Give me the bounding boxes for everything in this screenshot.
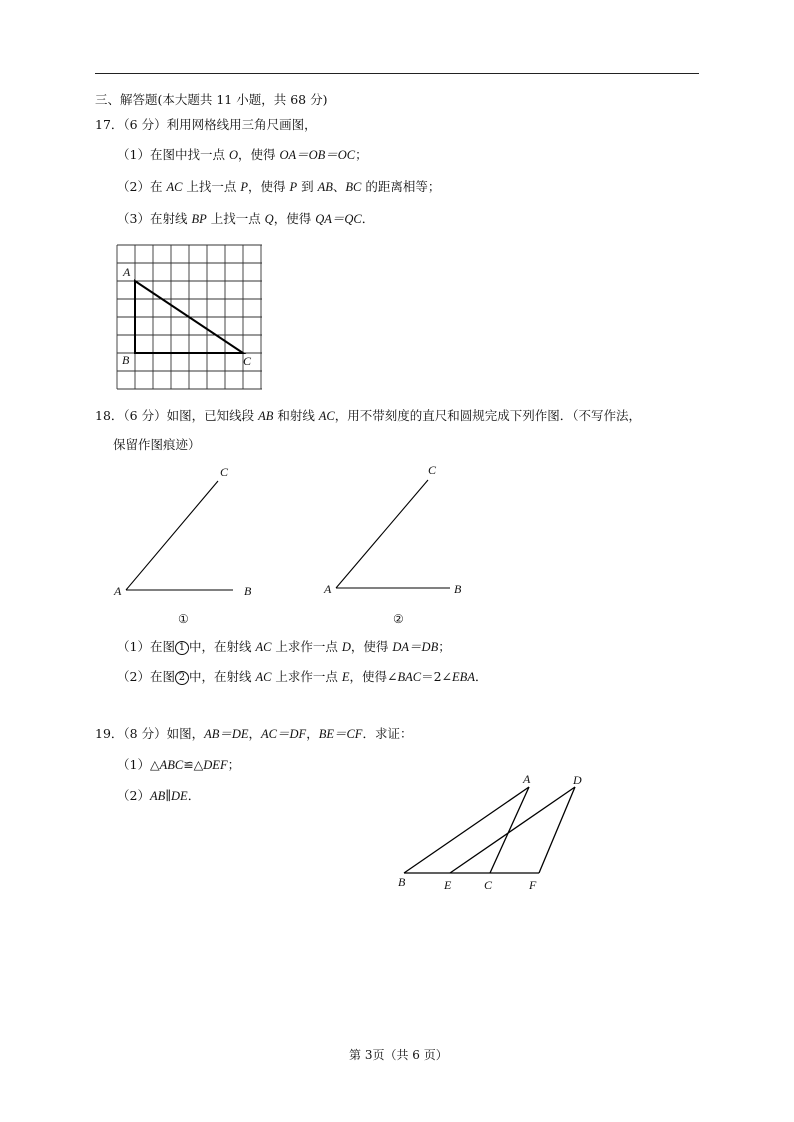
- math: AC: [166, 180, 183, 194]
- text: 和射线: [273, 408, 319, 423]
- math: Q: [264, 212, 274, 226]
- text: ．: [474, 669, 488, 684]
- q17-grid-figure: [110, 240, 270, 396]
- label-b: B: [398, 875, 406, 889]
- math: BE＝CF: [318, 727, 363, 741]
- segment-ab: [404, 787, 529, 873]
- header-rule: [95, 73, 699, 74]
- math: AC: [318, 409, 335, 423]
- q19-figure: [392, 768, 592, 898]
- q18-figure-2: [318, 458, 478, 630]
- text: 、: [332, 179, 346, 194]
- math: ABC: [159, 758, 184, 772]
- math: E: [341, 670, 350, 684]
- text: ．: [361, 211, 375, 226]
- label-b: B: [122, 353, 130, 367]
- text: （2）: [117, 788, 150, 803]
- q19-part1: [117, 757, 240, 773]
- math: AB: [317, 180, 333, 194]
- text: ；: [227, 757, 241, 772]
- text: （1）在图中找一点: [117, 147, 229, 162]
- text: 上找一点: [182, 179, 241, 194]
- text: ；: [355, 147, 368, 162]
- text: ，用不带刻度的直尺和圆规完成下列作图．（不写作法，: [334, 408, 642, 423]
- label-c: C: [220, 465, 229, 479]
- label-b: B: [244, 584, 252, 598]
- math: AC: [255, 640, 272, 654]
- text: 18．（6 分）如图，已知线段: [95, 408, 259, 423]
- q18-part1: [117, 639, 451, 655]
- text: ，使得∠: [349, 669, 398, 684]
- text: ．: [187, 788, 201, 803]
- q18-figure-1: [108, 458, 268, 630]
- text: （2）在: [117, 179, 167, 194]
- text: ，使得: [237, 147, 280, 162]
- page-footer: 第 3页（共 6 页）: [349, 1048, 448, 1062]
- text: 到: [297, 179, 318, 194]
- text: 上求作一点: [271, 669, 342, 684]
- q17-part2: [117, 179, 440, 195]
- text: ；: [438, 639, 451, 654]
- text: 19．（8 分）如图，: [95, 726, 205, 741]
- math: DA＝DB: [392, 640, 439, 654]
- math: AC: [255, 670, 272, 684]
- circled-number: 1: [175, 641, 189, 655]
- math: EBA: [452, 670, 475, 684]
- text: 上找一点: [206, 211, 265, 226]
- math: D: [341, 640, 351, 654]
- text: ∥: [165, 788, 172, 803]
- label-b: B: [454, 582, 462, 596]
- text: （1）△: [117, 757, 160, 772]
- segment-de: [450, 787, 575, 873]
- text: ，: [248, 726, 262, 741]
- math: P: [289, 180, 298, 194]
- math: BAC: [397, 670, 422, 684]
- math: AB＝DE: [204, 727, 249, 741]
- q19-heading: [95, 726, 412, 742]
- label-a: A: [114, 584, 122, 598]
- ray-ac: [126, 481, 218, 590]
- text: ，使得: [248, 179, 290, 194]
- label-c: C: [243, 354, 252, 368]
- text: 中，在射线: [188, 669, 256, 684]
- math: OA＝OB＝OC: [279, 148, 356, 162]
- text: ≌△: [183, 757, 204, 772]
- circled-number: 2: [175, 671, 189, 685]
- math: AC＝DF: [261, 727, 307, 741]
- text: ，: [306, 726, 319, 741]
- text: ，使得: [350, 639, 393, 654]
- label-a: A: [324, 582, 332, 596]
- math: DEF: [203, 758, 228, 772]
- math: P: [240, 180, 249, 194]
- label-c: C: [428, 463, 437, 477]
- math: QA＝QC: [315, 212, 362, 226]
- text: （3）在射线: [117, 211, 192, 226]
- math: AB: [149, 789, 166, 803]
- q18-heading-line2: 保留作图痕迹）: [113, 437, 201, 452]
- label-e: E: [444, 878, 452, 892]
- text: （1）在图: [117, 639, 175, 654]
- math: AB: [258, 409, 274, 423]
- math: BC: [345, 180, 362, 194]
- text: ＝2∠: [421, 669, 453, 684]
- q18-part2: [117, 669, 487, 685]
- q17-heading: 17．（6 分）利用网格线用三角尺画图，: [95, 117, 317, 132]
- label-a: A: [523, 772, 531, 786]
- q17-part3: [117, 211, 374, 227]
- q17-part1: [117, 147, 368, 163]
- text: （2）在图: [117, 669, 175, 684]
- text: 的距离相等；: [361, 179, 441, 194]
- figure-caption: ①: [178, 612, 189, 626]
- math: BP: [191, 212, 207, 226]
- math: DE: [171, 789, 188, 803]
- text: ．求证：: [362, 726, 413, 741]
- q18-heading-line1: [95, 408, 641, 424]
- figure-caption: ②: [393, 612, 404, 626]
- label-f: F: [529, 878, 537, 892]
- label-c: C: [484, 878, 493, 892]
- math: O: [228, 148, 238, 162]
- text: ，使得: [273, 211, 316, 226]
- label-a: A: [123, 265, 131, 279]
- ray-ac: [336, 480, 428, 588]
- q19-part2: [117, 788, 200, 804]
- section-title: 三、解答题(本大题共 11 小题，共 68 分): [95, 92, 328, 107]
- text: 上求作一点: [271, 639, 342, 654]
- text: 中，在射线: [188, 639, 256, 654]
- label-d: D: [573, 773, 582, 787]
